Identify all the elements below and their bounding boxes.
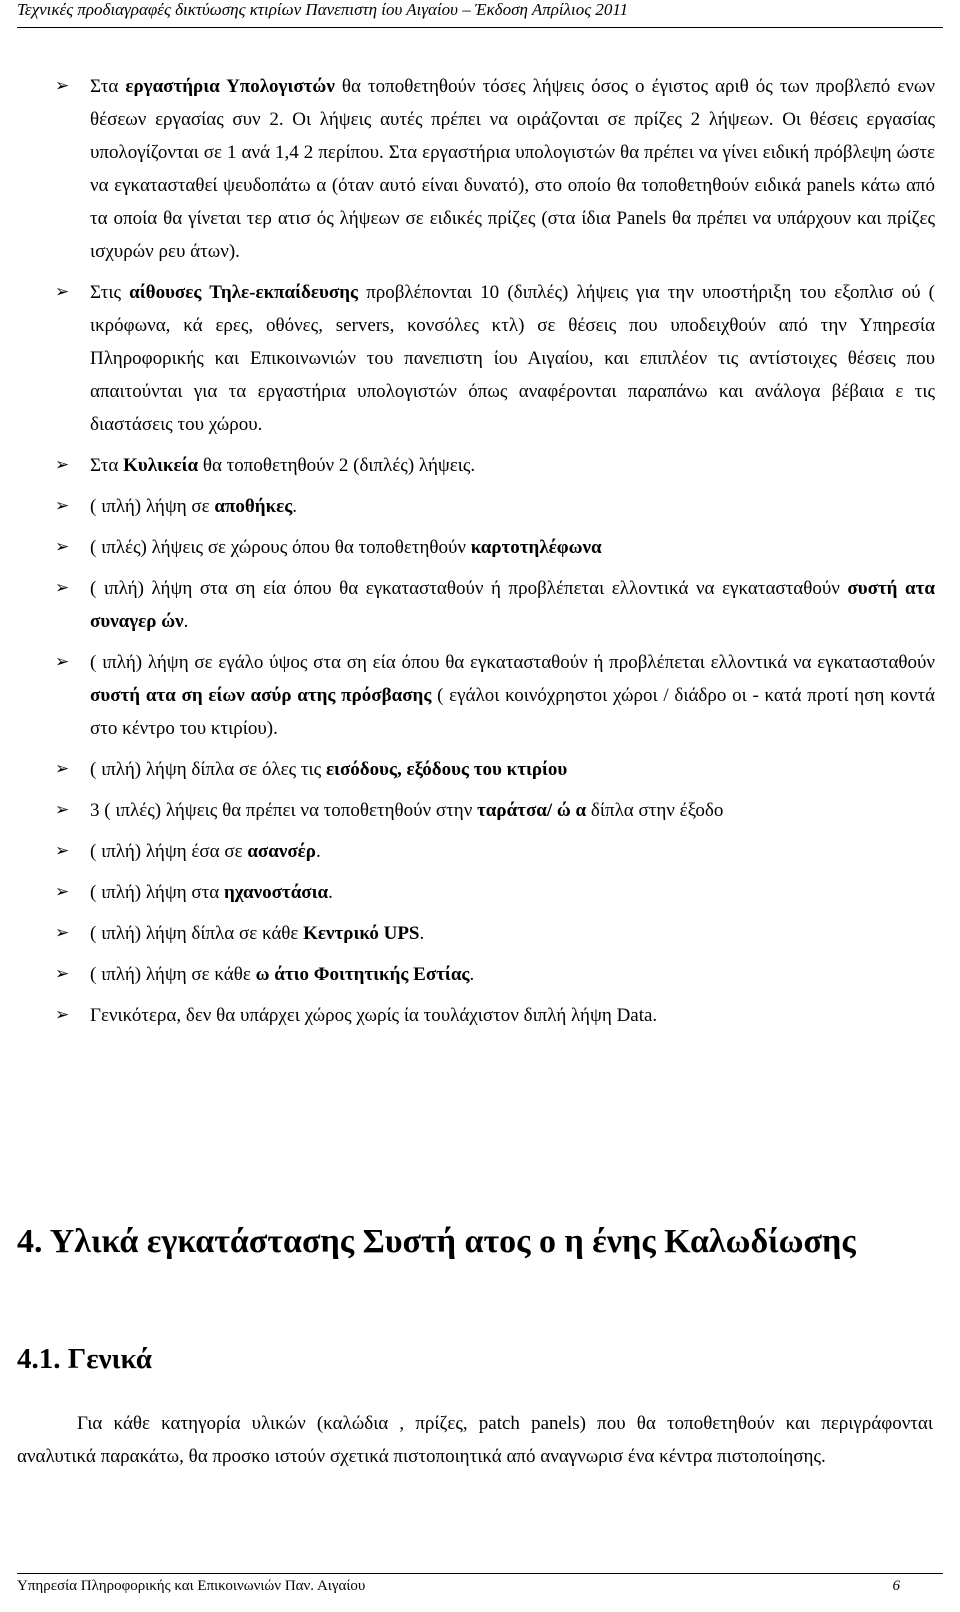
text-segment: θα τοποθετηθούν 2 (διπλές) λήψεις. bbox=[198, 455, 476, 476]
text-segment: θα τοποθετηθούν τόσες λήψεις όσος ο έγιστος αριθ ός των προβλεπό ενων θέσεων εργασίας συν 2. Οι λήψεις αυτές πρέπει να οιράζονται σε πρίζες 2 λήψεων. Οι θέσεις εργασίας υπολογίζονται σε 1 ανά 1,4 2 περίπου. Στα εργαστήρια υπολογιστών θα πρέπει να γίνει ειδική πρόβλεψη ώστε να εγκατασταθεί ψευδοπάτω α (όταν αυτό είναι δυνατό), στο οποίο θα τοποθετηθούν ειδικά panels κάτω από τα οποία θα γίνεται τερ ατισ ός λήψεων σε ειδικές πρίζες (στα ίδια Panels θα πρέπει να υπάρχουν και πρίζες ισχυρών ρευ άτων). bbox=[90, 76, 935, 262]
bullet-item bbox=[55, 835, 935, 868]
bullet-text bbox=[90, 531, 935, 564]
text-segment: δίπλα στην έξοδο bbox=[586, 800, 724, 821]
bold-term: Κυλικεία bbox=[123, 455, 199, 476]
text-segment: 3 ( ιπλές) λήψεις θα πρέπει να τοποθετηθούν στην bbox=[90, 800, 478, 821]
arrow-right-icon: ➢ bbox=[55, 455, 70, 475]
arrow-right-icon: ➢ bbox=[55, 652, 70, 672]
bold-term: ω άτιο Φοιτητικής Εστίας bbox=[255, 964, 470, 985]
bold-term: Κεντρικό UPS bbox=[303, 923, 420, 944]
text-segment: προβλέπονται 10 (διπλές) λήψεις για την υποστήριξη του εξοπλισ ού ( ικρόφωνα, κά ερες, οθόνες, servers, κονσόλες κτλ) σε θέσεις που υποδειχθούν από την Υπηρεσία Πληροφορικής και Επικοινωνιών του πανεπιστη ίου Αιγαίου, και επιπλέον τις αντίστοιχες θέσεις που απαιτούνται για τα εργαστήρια υπολογιστών όπως αναφέρονται παραπάνω και ανάλογα βέβαια ε τις διαστάσεις του χώρου. bbox=[90, 282, 935, 435]
text-segment: Στα bbox=[90, 455, 124, 476]
bold-term: εργαστήρια Υπολογιστών bbox=[125, 76, 335, 97]
bullet-text bbox=[90, 646, 935, 745]
bold-term: συστή ατα ση είων ασύρ ατης πρόσβασης bbox=[90, 685, 432, 706]
text-segment: ( εγάλοι κοινόχρηστοι χώροι / διάδρο οι - κατά προτί ηση κοντά στο κέντρο του κτιρίου). bbox=[90, 685, 935, 739]
bullet-item bbox=[55, 999, 935, 1032]
bullet-text bbox=[90, 449, 935, 482]
text-segment: . bbox=[183, 611, 189, 632]
bullet-item bbox=[55, 876, 935, 909]
text-segment: . bbox=[315, 841, 321, 862]
bullet-item bbox=[55, 490, 935, 523]
bullet-item bbox=[55, 917, 935, 950]
bullet-text bbox=[90, 572, 935, 638]
bold-term: ταράτσα/ ώ α bbox=[477, 800, 587, 821]
text-segment: ( ιπλή) λήψη έσα σε bbox=[90, 841, 248, 862]
arrow-right-icon: ➢ bbox=[55, 1005, 70, 1025]
arrow-right-icon: ➢ bbox=[55, 578, 70, 598]
bold-term: εισόδους, εξόδους του κτιρίου bbox=[325, 759, 568, 780]
bullet-item bbox=[55, 276, 935, 441]
intro-paragraph: Για κάθε κατηγορία υλικών (καλώδια , πρίζες, patch panels) που θα τοποθετηθούν και περιγράφονται αναλυτικά παρακάτω, θα προσκο ιστούν σχετικά πιστοποιητικά από αναγνωρισ ένα κέντρα πιστοποίησης. bbox=[17, 1413, 933, 1467]
text-segment: . bbox=[292, 496, 298, 517]
header-divider bbox=[17, 27, 943, 28]
bullet-text bbox=[90, 753, 935, 786]
footer-divider bbox=[17, 1573, 943, 1574]
bullet-text bbox=[90, 835, 935, 868]
bold-term: αποθήκες bbox=[214, 496, 293, 517]
arrow-right-icon: ➢ bbox=[55, 759, 70, 779]
bullet-text bbox=[90, 876, 935, 909]
text-segment: ( ιπλή) λήψη στα bbox=[90, 882, 224, 903]
bullet-item bbox=[55, 70, 935, 268]
bullet-text bbox=[90, 276, 935, 441]
bullet-text bbox=[90, 794, 935, 827]
text-segment: ( ιπλές) λήψεις σε χώρους όπου θα τοποθετηθούν bbox=[90, 537, 471, 558]
bullet-text bbox=[90, 917, 935, 950]
arrow-right-icon: ➢ bbox=[55, 964, 70, 984]
bullet-item bbox=[55, 531, 935, 564]
bullet-item bbox=[55, 572, 935, 638]
bullet-item bbox=[55, 794, 935, 827]
page-header: Τεχνικές προδιαγραφές δικτύωσης κτιρίων Πανεπιστη ίου Αιγαίου – Έκδοση Απρίλιος 2011 bbox=[17, 0, 629, 19]
text-segment: ( ιπλή) λήψη δίπλα σε κάθε bbox=[90, 923, 304, 944]
subsection-title: 4.1. Γενικά bbox=[17, 1343, 152, 1375]
text-segment: ( ιπλή) λήψη σε εγάλο ύψος στα ση εία όπου θα εγκατασταθούν ή προβλέπεται ελλοντικά να εγκατασταθούν bbox=[90, 652, 935, 673]
bold-term: ηχανοστάσια bbox=[223, 882, 329, 903]
arrow-right-icon: ➢ bbox=[55, 496, 70, 516]
arrow-right-icon: ➢ bbox=[55, 76, 70, 96]
bold-term: ασανσέρ bbox=[247, 841, 316, 862]
bullet-text bbox=[90, 490, 935, 523]
text-segment: . bbox=[419, 923, 425, 944]
footer-text: Υπηρεσία Πληροφορικής και Επικοινωνιών Παν. Αιγαίου bbox=[17, 1578, 366, 1594]
bullet-text bbox=[90, 958, 935, 991]
page-number: 6 bbox=[892, 1578, 900, 1594]
arrow-right-icon: ➢ bbox=[55, 537, 70, 557]
bullet-text bbox=[90, 999, 935, 1032]
text-segment: Στις bbox=[90, 282, 130, 303]
arrow-right-icon: ➢ bbox=[55, 841, 70, 861]
bullet-item bbox=[55, 449, 935, 482]
text-segment: ( ιπλή) λήψη δίπλα σε όλες τις bbox=[90, 759, 326, 780]
bullet-list bbox=[55, 70, 935, 1040]
text-segment: ( ιπλή) λήψη στα ση εία όπου θα εγκατασταθούν ή προβλέπεται ελλοντικά να εγκατασταθούν bbox=[90, 578, 848, 599]
arrow-right-icon: ➢ bbox=[55, 882, 70, 902]
bold-term: συστή ατα συναγερ ών bbox=[90, 578, 935, 632]
bold-term: αίθουσες Τηλε-εκπαίδευσης bbox=[129, 282, 359, 303]
text-segment: ( ιπλή) λήψη σε κάθε bbox=[90, 964, 256, 985]
arrow-right-icon: ➢ bbox=[55, 800, 70, 820]
text-segment: ( ιπλή) λήψη σε bbox=[90, 496, 215, 517]
bullet-item bbox=[55, 753, 935, 786]
section-title: 4. Υλικά εγκατάστασης Συστή ατος ο η ένης Καλωδίωσης bbox=[17, 1223, 856, 1260]
text-segment: Γενικότερα, δεν θα υπάρχει χώρος χωρίς ία τουλάχιστον διπλή λήψη Data. bbox=[90, 1005, 658, 1026]
text-segment: . bbox=[328, 882, 333, 903]
bullet-text bbox=[90, 70, 935, 268]
bullet-item bbox=[55, 958, 935, 991]
text-segment: . bbox=[469, 964, 475, 985]
arrow-right-icon: ➢ bbox=[55, 923, 70, 943]
text-segment: Στα bbox=[90, 76, 126, 97]
arrow-right-icon: ➢ bbox=[55, 282, 70, 302]
bullet-item bbox=[55, 646, 935, 745]
bold-term: καρτοτηλέφωνα bbox=[470, 537, 602, 558]
